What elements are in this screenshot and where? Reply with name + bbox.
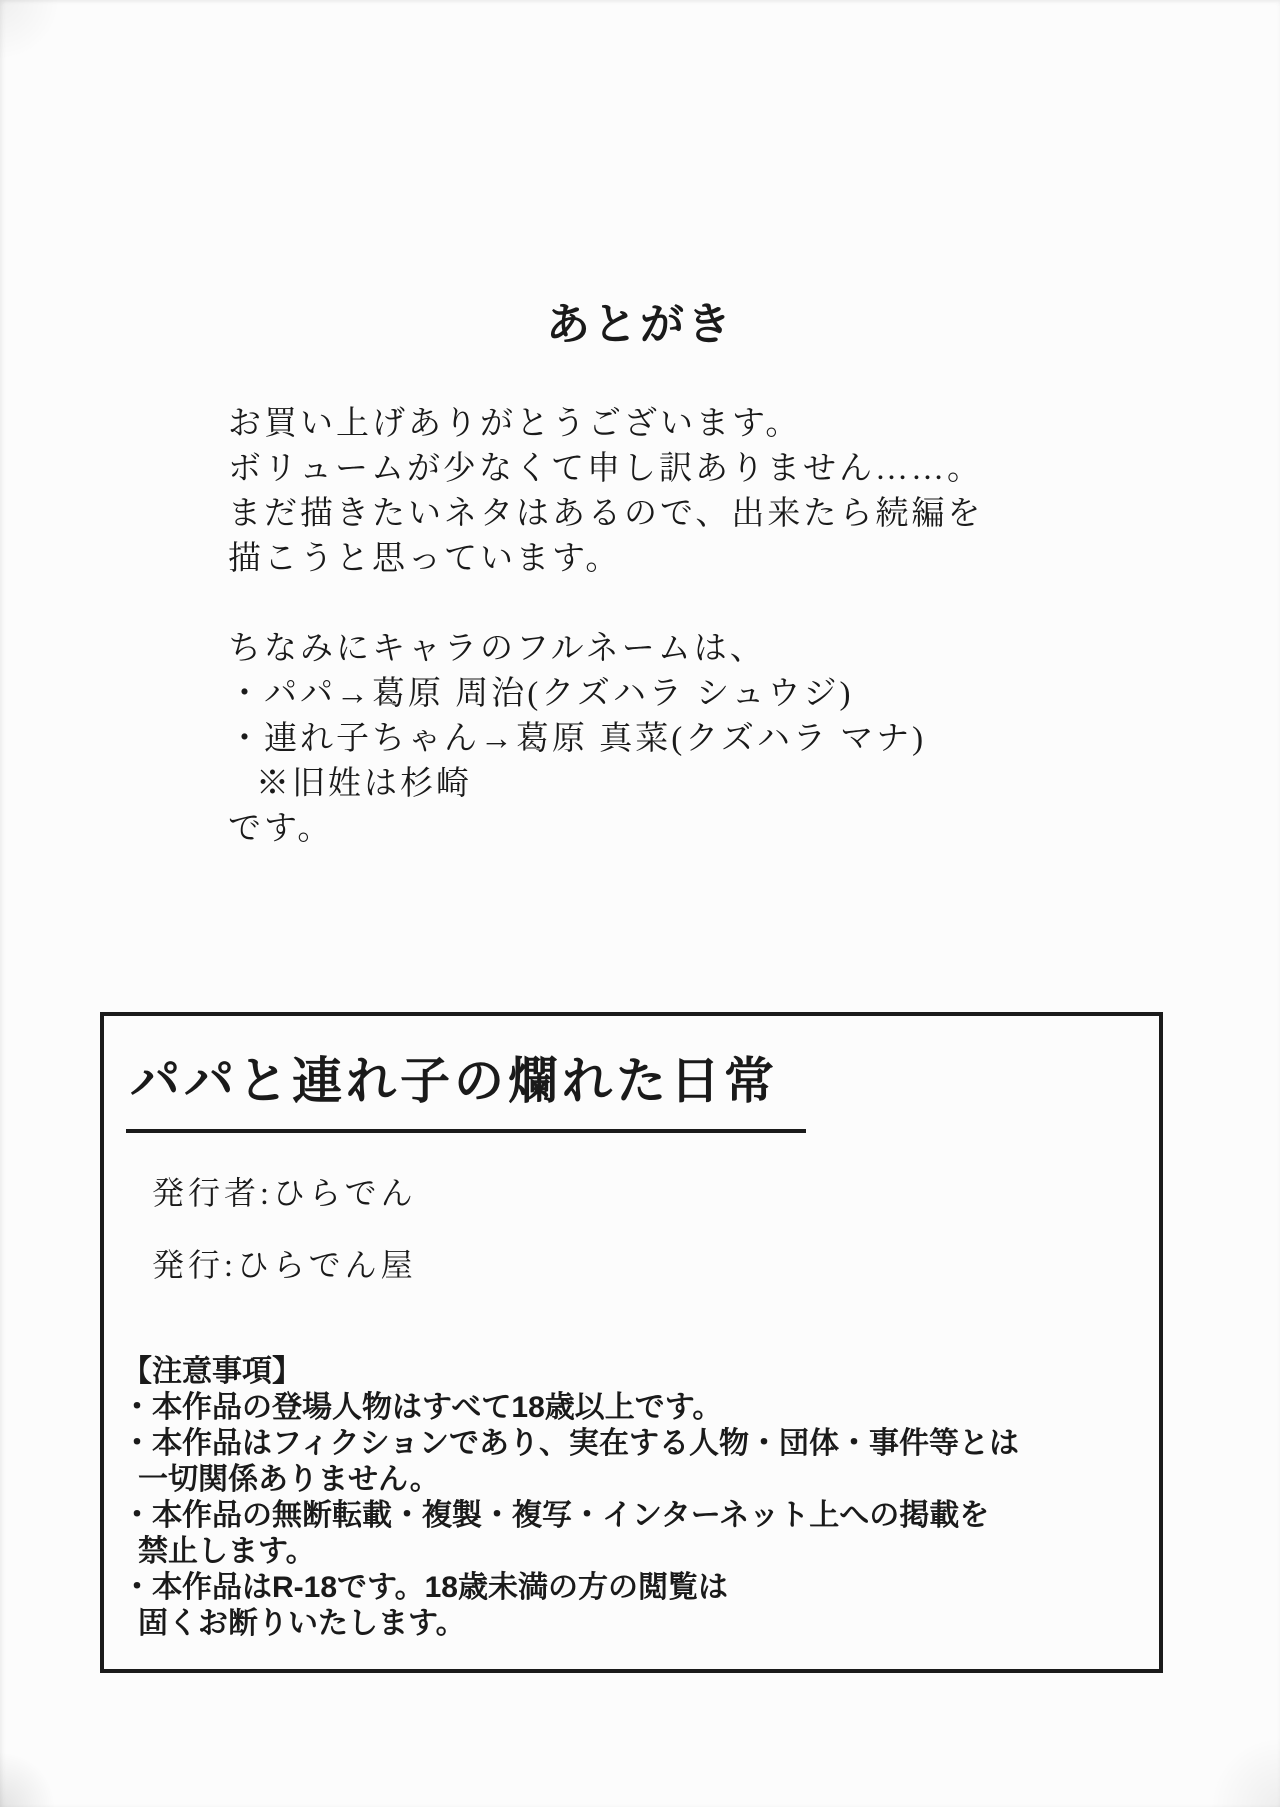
charnote-line: ちなみにキャラのフルネームは、	[228, 631, 766, 667]
message-line: 描こうと思っています。	[228, 541, 622, 577]
charnote-line: ・連れ子ちゃん→葛原 真菜(クズハラ マナ)	[228, 721, 927, 757]
thanks-message	[228, 402, 983, 582]
notice-line: 一切関係ありません。	[138, 1463, 440, 1496]
message-line: ボリュームが少なくて申し訳ありません……。	[228, 451, 984, 487]
notice-line: ・本作品はフィクションであり、実在する人物・団体・事件等とは	[122, 1427, 1019, 1460]
notice-line: ・本作品の無断転載・複製・複写・インターネット上への掲載を	[122, 1499, 990, 1532]
work-title: パパと連れ子の爛れた日常	[126, 1054, 806, 1133]
publisher-line: 発行者:ひらでん	[152, 1175, 417, 1211]
imprint-line: 発行:ひらでん屋	[152, 1247, 417, 1283]
page-title: あとがき	[546, 300, 734, 349]
message-line: まだ描きたいネタはあるので、出来たら続編を	[228, 496, 984, 532]
charnote-line: です。	[228, 811, 334, 847]
notice-line: ・本作品の登場人物はすべて18歳以上です。	[122, 1391, 723, 1424]
notice-line: ・本作品はR-18です。18歳未満の方の閲覧は	[122, 1571, 728, 1604]
charnote-line: ※旧姓は杉崎	[256, 766, 472, 802]
notice-line: 禁止します。	[138, 1535, 316, 1568]
colophon-box	[100, 1012, 1163, 1673]
notice-section	[122, 1354, 1019, 1642]
message-line: お買い上げありがとうございます。	[228, 406, 802, 442]
notice-header: 【注意事項】	[122, 1355, 302, 1388]
notice-line: 固くお断りいたします。	[138, 1607, 466, 1640]
charnote-line: ・パパ→葛原 周治(クズハラ シュウジ)	[228, 676, 854, 712]
character-names-note	[228, 627, 926, 852]
